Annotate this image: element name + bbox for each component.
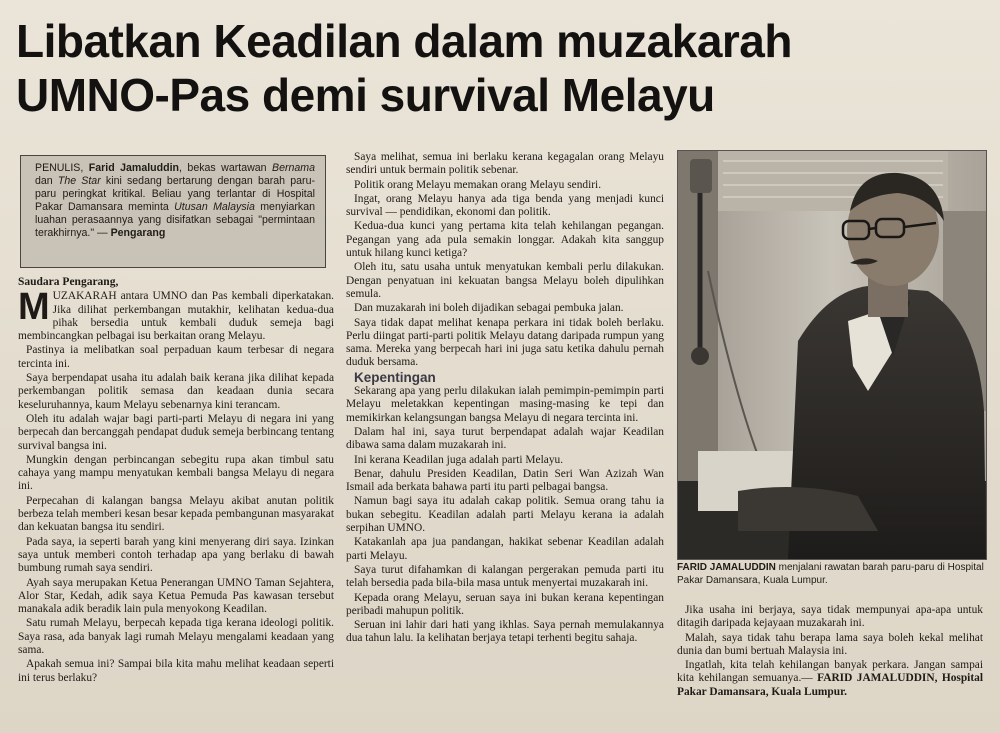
closing-text: Ingatlah, kita telah kehilangan banyak perkara. Jangan sampai kita kehilangan semuanya.— xyxy=(677,659,983,685)
note-publication-1: Bernama xyxy=(272,162,315,174)
note-text-4: kini sedang bertarung dengan barah paru-paru peringkat kritikal. Beliau yang terlantar di Hospital Pakar Damansara meminta xyxy=(35,175,315,213)
photo-caption xyxy=(677,562,987,587)
subheading: Kepentingan xyxy=(354,369,436,385)
note-text-2: , bekas wartawan xyxy=(179,162,272,174)
column-1 xyxy=(18,276,334,686)
signoff: FARID JAMALUDDIN, Hospital Pakar Damansara, Kuala Lumpur. xyxy=(677,672,983,698)
paragraph: Oleh itu adalah wajar bagi parti-parti Melayu di negara ini yang berpecah dan bercanggah pendapat duduk semeja berbincang tentang survival bangsa ini. xyxy=(18,412,334,452)
paragraph: Katakanlah apa jua pandangan, hakikat sebenar Keadilan adalah parti Melayu. xyxy=(346,536,664,562)
paragraph: Politik orang Melayu memakan orang Melayu sendiri. xyxy=(354,178,602,191)
note-author-name: Farid Jamaluddin xyxy=(88,162,180,174)
paragraph: Saya tidak dapat melihat kenapa perkara ini tidak boleh berlaku. Perlu diingat parti-parti politik Melayu datang daripada rumpun yang sama. Mereka yang berpecah hari ini juga satu ketika dahulu pernah duduk bersama. xyxy=(346,316,664,369)
paragraph: Apakah semua ini? Sampai bila kita mahu melihat keadaan seperti ini terus berlaku? xyxy=(18,658,334,684)
paragraph: Saya melihat, semua ini berlaku kerana kegagalan orang Melayu sendiri untuk bermain politik sebenar. xyxy=(346,151,664,177)
headline-line-2: UMNO-Pas demi survival Melayu xyxy=(16,69,715,121)
photo-illustration xyxy=(678,151,986,559)
opening-text: UZAKARAH antara UMNO dan Pas kembali diperkatakan. Jika dilihat perkembangan mutakhir, kelihatan kedua-dua pihak bersedia untuk kembali duduk semeja bagi membincangkan pelbagai isu berkaitan orang Melayu. xyxy=(18,290,334,343)
caption-name: FARID JAMALUDDIN xyxy=(677,562,776,573)
drop-cap: M xyxy=(18,286,50,329)
editor-note-box xyxy=(20,155,326,268)
paragraph: Ayah saya merupakan Ketua Penerangan UMNO Taman Sejahtera, Alor Star, Kedah, adik saya Ketua Pemuda Pas kawasan tersebut manakala adik beradik lain pula menyokong Keadilan. xyxy=(18,576,334,616)
salutation: Saudara Pengarang, xyxy=(18,276,119,288)
paragraph: Saya turut difahamkan di kalangan pergerakan pemuda parti itu telah bersedia pada bila-bila masa untuk menyertai muzakarah ini. xyxy=(346,563,664,590)
paragraph: Mungkin dengan perbincangan sebegitu rupa akan timbul satu cahaya yang mampu menyatukan kembali bangsa Melayu di negara ini. xyxy=(18,453,334,493)
paragraph: Oleh itu, satu usaha untuk menyatukan kembali perlu dilakukan. Dengan penyatuan ini kekuatan bangsa Melayu boleh dipulihkan semula. xyxy=(346,261,664,300)
opening-paragraph xyxy=(18,286,334,343)
column-1-body xyxy=(18,344,334,684)
headline xyxy=(16,14,986,122)
headline-line-1: Libatkan Keadilan dalam muzakarah xyxy=(16,15,792,67)
paragraph: Dalam hal ini, saya turut berpendapat adalah wajar Keadilan dibawa sama dalam muzakarah ini. xyxy=(346,425,664,452)
paragraph: Saya berpendapat usaha itu adalah baik kerana jika dilihat kepada perkembangan politik semasa dan keadaan dunia secara keseluruhannya, kaum Melayu sebenarnya kini terancam. xyxy=(18,372,334,411)
paragraph: Seruan ini lahir dari hati yang ikhlas. Saya pernah memulakannya dua tahun lalu. Ia kelihatan berjaya tetapi terhenti begitu sahaja. xyxy=(346,619,664,645)
paragraph: Kedua-dua kunci yang pertama kita telah kehilangan pegangan. Pegangan yang ada pula semakin longgar. Adakah kita sanggup untuk hilang kunci ketiga? xyxy=(346,220,664,260)
paragraph: Pada saya, ia seperti barah yang kini menyerang diri saya. Izinkan saya untuk memberi contoh terhadap apa yang berlaku di bawah bumbung rumah saya sendiri. xyxy=(18,535,334,575)
note-publication-3: Utusan Malaysia xyxy=(174,201,255,213)
column-3 xyxy=(677,604,983,700)
paragraph: Kepada orang Melayu, seruan saya ini bukan kerana kepentingan peribadi mahupun politik. xyxy=(346,591,664,617)
paragraph: Ingat, orang Melayu hanya ada tiga benda yang menjadi kunci survival — pendidikan, ekonomi dan politik. xyxy=(346,192,664,219)
paragraph: Benar, dahulu Presiden Keadilan, Datin Seri Wan Azizah Wan Ismail ada berkata bahawa parti itu parti pelbagai bangsa. xyxy=(346,467,664,494)
column-2 xyxy=(346,151,664,647)
paragraph: Ini kerana Keadilan juga adalah parti Melayu. xyxy=(354,453,564,466)
paragraph: Sekarang apa yang perlu dilakukan ialah pemimpin-pemimpin parti Melayu meletakkan kepentingan masing-masing ke tepi dan memikirkan kelangsungan bangsa Melayu di negara tercinta ini. xyxy=(346,385,664,424)
paragraph: Malah, saya tidak tahu berapa lama saya boleh kekal melihat dunia dan bumi bertuah Malaysia ini. xyxy=(677,631,983,657)
note-publication-2: The Star xyxy=(57,175,101,187)
photo-farid-jamaluddin xyxy=(677,150,987,560)
column-3-body xyxy=(677,604,983,658)
paragraph: Pastinya ia melibatkan soal perpaduan kaum terbesar di negara tercinta ini. xyxy=(18,344,334,370)
note-text-1: PENULIS, xyxy=(35,162,89,174)
paragraph: Namun bagi saya itu adalah cakap politik. Semua orang tahu ia bukan sebegitu. Keadilan adalah parti Melayu kerana ia adalah serpihan UMNO. xyxy=(346,495,664,535)
note-text-3: dan xyxy=(35,175,58,187)
paragraph: Jika usaha ini berjaya, saya tidak mempunyai apa-apa untuk ditagih daripada kejayaan muzakarah ini. xyxy=(677,604,983,630)
closing-paragraph xyxy=(677,659,983,699)
note-text-5: menyiarkan luahan perasaannya yang disifatkan sebagai "permintaan terakhirnya." — xyxy=(35,201,315,239)
paragraph: Satu rumah Melayu, berpecah kepada tiga kerana ideologi politik. Saya rasa, ada banyak lagi rumah Melayu mengalami keadaan yang sama. xyxy=(18,617,334,657)
caption-text: menjalani rawatan barah paru-paru di Hospital Pakar Damansara, Kuala Lumpur. xyxy=(677,562,984,586)
column-2-body-b xyxy=(346,385,664,646)
paragraph: Dan muzakarah ini boleh dijadikan sebagai pembuka jalan. xyxy=(354,302,624,315)
column-2-body-a xyxy=(346,151,664,370)
paragraph: Perpecahan di kalangan bangsa Melayu akibat anutan politik berbeza telah memberi kesan besar kepada pembangunan masyarakat dan kekuatan bangsa itu sendiri. xyxy=(18,494,334,534)
note-credit: Pengarang xyxy=(110,227,166,239)
